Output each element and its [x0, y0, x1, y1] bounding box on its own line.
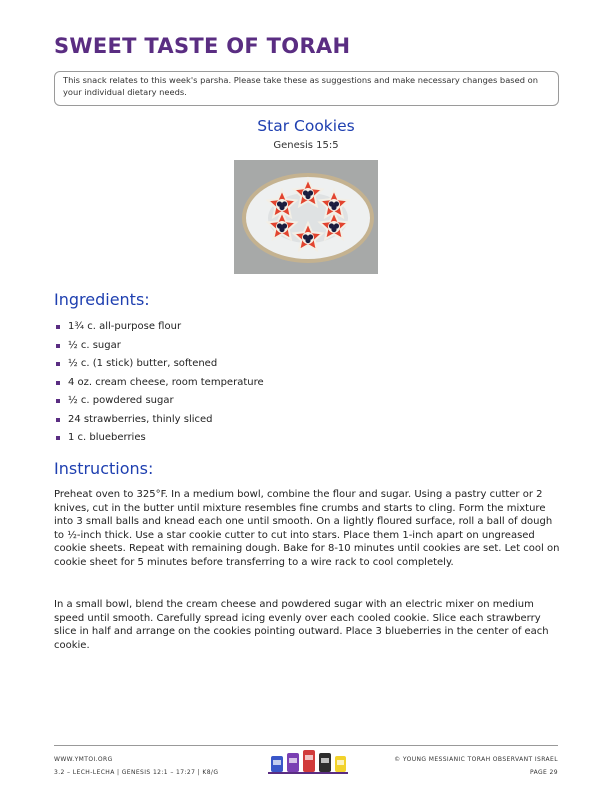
ymtoi-logo-icon [268, 750, 348, 776]
ingredient-text: ½ c. sugar [68, 339, 121, 351]
ingredients-list [54, 318, 264, 448]
bullet-icon [56, 436, 60, 440]
bullet-icon [56, 399, 60, 403]
cookie-plate-image [234, 160, 378, 274]
instructions-heading: Instructions: [54, 459, 154, 478]
footer-portion: 3.2 – LECH-LECHA | GENESIS 12:1 – 17:27 | K8/G [54, 769, 219, 776]
bullet-icon [56, 418, 60, 422]
ingredient-text: 1 c. blueberries [68, 432, 146, 443]
ingredient-item [54, 355, 264, 374]
ingredient-item [54, 429, 264, 448]
disclaimer-text: This snack relates to this week's parsha. Please take these as suggestions and make necessary changes based on your individual dietary needs. [63, 75, 538, 97]
footer-page-number: PAGE 29 [529, 769, 558, 776]
ingredient-text: 24 strawberries, thinly sliced [68, 413, 213, 425]
ingredient-text: 4 oz. cream cheese, room temperature [68, 376, 264, 388]
footer-divider [54, 745, 558, 746]
star-cookies-photo [234, 160, 378, 274]
page-title: SWEET TASTE OF TORAH [54, 34, 351, 58]
ingredient-item [54, 374, 264, 393]
instructions-paragraph-1: Preheat oven to 325°F. In a medium bowl, combine the flour and sugar. Using a pastry cutter or 2 knives, cut in the butter until mixture resembles fine crumbs and starts to cling. Form the mixture into 3 small balls and knead each one until smooth. On a lightly floured surface, roll a ball of dough to ½-inch thick. Use a star cookie cutter to cut into stars. Place them 1-inch apart on ungreased cookie sheets. Repeat with remaining dough. Bake for 8-10 minutes until cookies are set. Let cool on cookie sheet for 5 minutes before transferring to a wire rack to cool completely. [54, 489, 560, 568]
ingredient-item [54, 392, 264, 411]
recipe-title: Star Cookies [257, 117, 355, 135]
footer-website[interactable]: WWW.YMTOI.ORG [54, 756, 113, 763]
instructions-paragraph-2: In a small bowl, blend the cream cheese and powdered sugar with an electric mixer on medium speed until smooth. Carefully spread icing evenly over each cooled cookie. Slice each strawberry slice in half and arrange on the cookies pointing outward. Place 3 blueberries in the center of each cookie. [54, 599, 549, 651]
disclaimer-box [54, 71, 559, 106]
ingredient-text: ½ c. (1 stick) butter, softened [68, 358, 218, 369]
ingredient-text: ½ c. powdered sugar [68, 395, 174, 406]
bullet-icon [56, 362, 60, 366]
bullet-icon [56, 344, 60, 348]
ingredient-item [54, 318, 264, 337]
bullet-icon [56, 381, 60, 385]
scripture-reference: Genesis 15:5 [273, 140, 339, 151]
bullet-icon [56, 325, 60, 329]
footer-copyright: © YOUNG MESSIANIC TORAH OBSERVANT ISRAEL [394, 756, 558, 763]
ingredient-item [54, 337, 264, 356]
ingredient-text: 1¾ c. all-purpose flour [68, 321, 182, 332]
ingredient-item [54, 411, 264, 430]
ingredients-heading: Ingredients: [54, 290, 150, 309]
